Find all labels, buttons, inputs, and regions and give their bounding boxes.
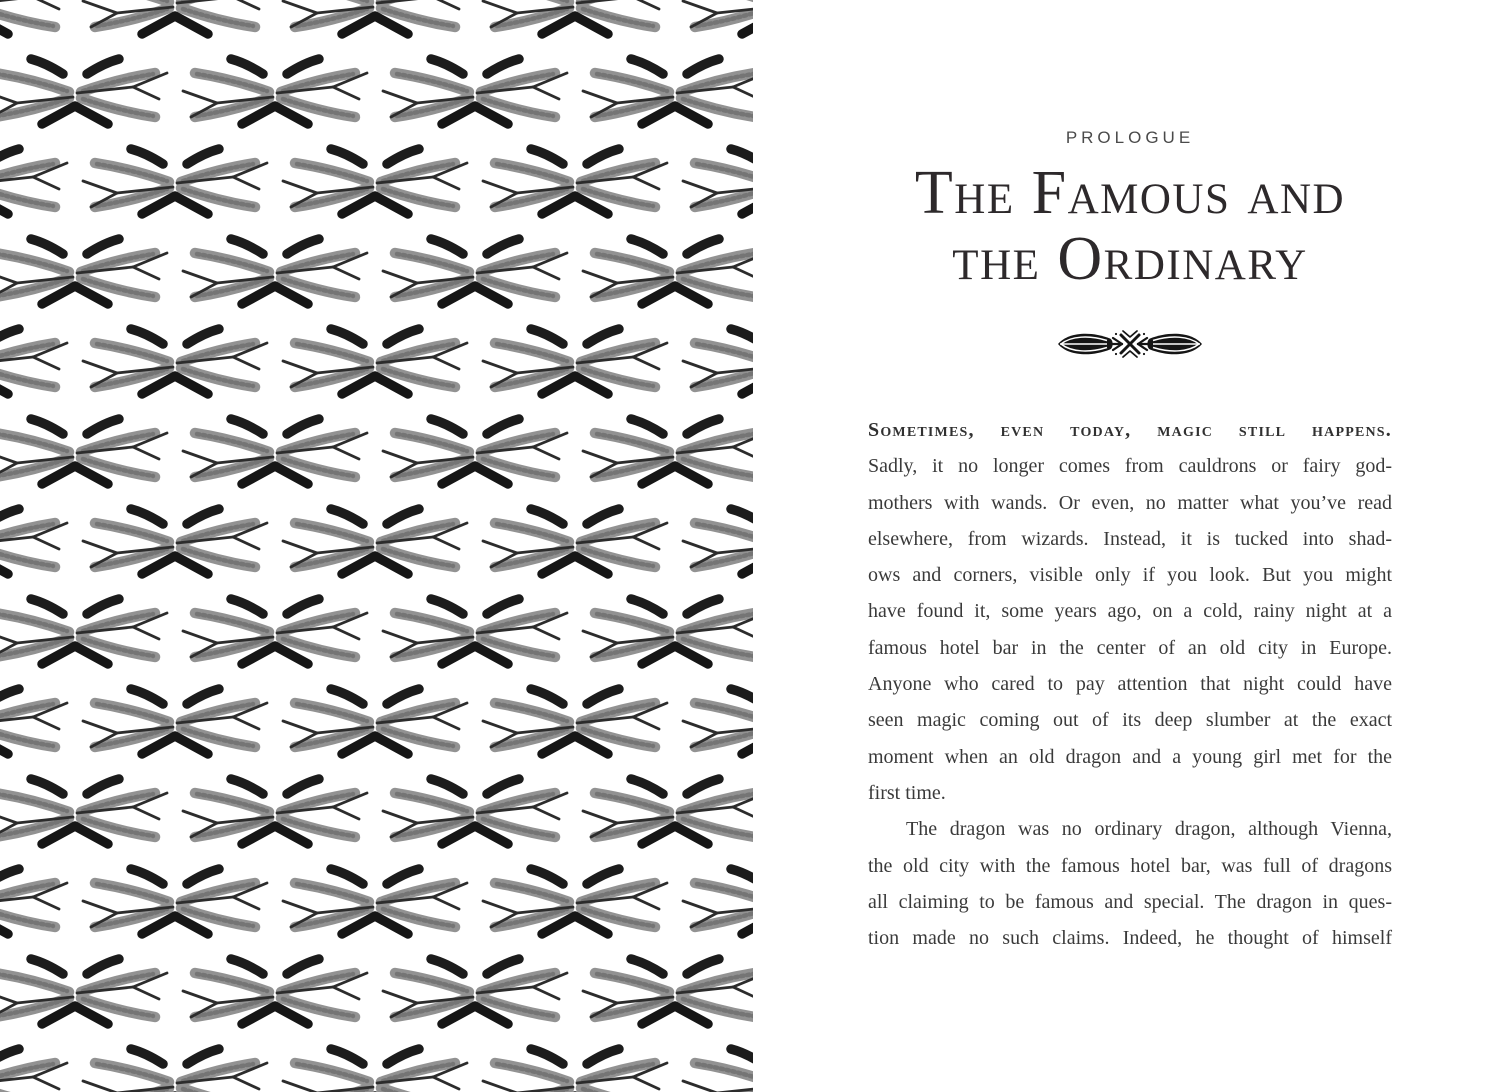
leaf-motif — [483, 689, 667, 754]
leaf-motif — [83, 1049, 267, 1092]
leaf-motif — [83, 689, 267, 754]
leaf-motif — [583, 419, 753, 484]
leaf-motif — [583, 59, 753, 124]
leaf-motif — [483, 509, 667, 574]
leaf-motif — [83, 329, 267, 394]
leaf-motif — [0, 1049, 67, 1092]
leaf-motif — [483, 0, 667, 34]
leaf-motif — [183, 779, 367, 844]
body-line: moment when an old dragon and a young girl met for the — [868, 745, 1392, 768]
leaf-motif — [0, 599, 167, 664]
leaf-motif — [583, 959, 753, 1024]
leaf-motif — [183, 599, 367, 664]
leaf-motif — [683, 329, 753, 394]
body-text — [868, 412, 1392, 956]
body-line: the old city with the famous hotel bar, was full of dragons — [868, 854, 1392, 877]
leaf-motif — [0, 239, 167, 304]
body-line: mothers with wands. Or even, no matter what you’ve read — [868, 491, 1392, 514]
leaf-motif — [183, 239, 367, 304]
leaf-motif — [383, 599, 567, 664]
leaf-motif — [283, 869, 467, 934]
body-line: elsewhere, from wizards. Instead, it is tucked into shad- — [868, 527, 1392, 550]
leaf-motif — [483, 1049, 667, 1092]
chapter-title-line1: The Famous and — [914, 159, 1346, 227]
leaf-motif — [683, 689, 753, 754]
body-line: Anyone who cared to pay attention that night could have — [868, 673, 1392, 696]
leaf-motif — [583, 599, 753, 664]
body-line: tion made no such claims. Indeed, he thought of himself — [868, 927, 1392, 950]
leaf-motif — [0, 149, 67, 214]
leaf-motif — [83, 0, 267, 34]
leaf-motif — [283, 1049, 467, 1092]
leaf-motif — [0, 0, 67, 34]
leaf-motif — [683, 869, 753, 934]
leaf-motif — [183, 59, 367, 124]
leaf-motif — [283, 149, 467, 214]
leaf-motif — [283, 509, 467, 574]
leaf-motif — [0, 59, 167, 124]
leaf-motif — [683, 149, 753, 214]
body-line: The dragon was no ordinary dragon, although Vienna, — [906, 818, 1392, 841]
leaf-motif — [283, 689, 467, 754]
leaf-motif — [583, 239, 753, 304]
leaf-motif — [83, 869, 267, 934]
leaf-motif — [183, 959, 367, 1024]
leaf-motif — [383, 419, 567, 484]
leaf-motif — [283, 329, 467, 394]
body-line: first time. — [868, 781, 946, 804]
leaf-motif — [683, 0, 753, 34]
leaf-motif — [483, 149, 667, 214]
body-line: seen magic coming out of its deep slumber at the exact — [868, 709, 1392, 732]
body-lead-line: Sometimes, even today, magic still happens. — [868, 419, 1392, 441]
leaf-motif — [83, 149, 267, 214]
leaf-motif — [83, 509, 267, 574]
leaf-motif — [0, 869, 67, 934]
leaf-motif — [0, 509, 67, 574]
chapter-kicker: PROLOGUE — [1065, 128, 1195, 147]
leaf-motif — [0, 419, 167, 484]
leaf-motif — [283, 0, 467, 34]
leaf-motif — [483, 869, 667, 934]
leaf-motif — [383, 239, 567, 304]
leaf-motif — [383, 59, 567, 124]
fleuron-ornament-icon — [1055, 328, 1205, 360]
chapter-title-line2: the Ordinary — [952, 225, 1308, 293]
leaf-motif — [0, 959, 167, 1024]
leaf-motif — [0, 689, 67, 754]
text-page — [753, 0, 1500, 1092]
body-line: ows and corners, visible only if you look. But you might — [868, 564, 1392, 587]
body-line: all claiming to be famous and special. The dragon in ques- — [868, 890, 1392, 913]
leaf-motif — [683, 509, 753, 574]
leaf-motif — [0, 329, 67, 394]
leaf-motif — [383, 959, 567, 1024]
chapter-title — [868, 160, 1392, 292]
text-column — [868, 128, 1392, 956]
leaf-motif — [0, 779, 167, 844]
leaf-motif — [183, 419, 367, 484]
leaf-motif — [383, 779, 567, 844]
body-line: Sadly, it no longer comes from cauldrons or fairy god- — [868, 455, 1392, 478]
leaf-motif — [483, 329, 667, 394]
leaf-motif — [683, 1049, 753, 1092]
body-line: have found it, some years ago, on a cold, rainy night at a — [868, 600, 1392, 623]
body-line: famous hotel bar in the center of an old city in Europe. — [868, 636, 1392, 659]
leaf-motif — [583, 779, 753, 844]
